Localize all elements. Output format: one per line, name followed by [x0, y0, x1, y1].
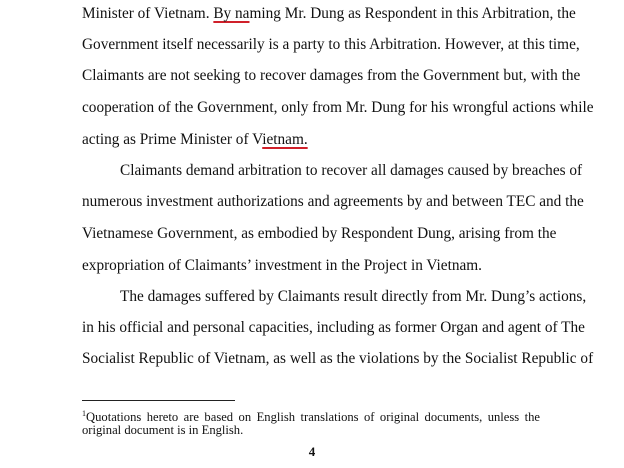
body-line: in his official and personal capacities, including as former Organ and agent of The — [82, 319, 585, 336]
body-line — [82, 130, 540, 150]
spellcheck-underline: By na — [213, 5, 250, 22]
body-line: Claimants are not seeking to recover damages from the Government but, with the — [82, 67, 581, 84]
text: acting as Prime Minister of V — [82, 131, 263, 148]
body-line: numerous investment authorizations and agreements by and between TEC and the — [82, 193, 584, 210]
body-line: cooperation of the Government, only from Mr. Dung for his wrongful actions while — [82, 99, 594, 116]
text: ming Mr. Dung as Respondent in this Arbitration, the — [249, 5, 576, 22]
text: Minister of Vietnam. — [82, 5, 214, 22]
text: Quotations hereto are based on English translations of original documents, unless the — [86, 410, 540, 424]
spellcheck-underline: ietnam. — [262, 131, 308, 148]
body-line: Socialist Republic of Vietnam, as well as the violations by the Socialist Republic of — [82, 350, 594, 367]
page-number: 4 — [308, 444, 316, 459]
footnote-divider — [82, 400, 235, 401]
body-line: Vietnamese Government, as embodied by Respondent Dung, arising from the — [82, 225, 557, 242]
body-line: The damages suffered by Claimants result directly from Mr. Dung’s actions, — [120, 288, 587, 305]
body-line: expropriation of Claimants’ investment in the Project in Vietnam. — [82, 257, 482, 274]
body-line: Government itself necessarily is a party to this Arbitration. However, at this time, — [82, 36, 580, 53]
body-line: Claimants demand arbitration to recover all damages caused by breaches of — [120, 162, 583, 179]
body-line — [82, 4, 576, 24]
footnote-line: original document is in English. — [82, 423, 244, 437]
footnote-marker: 1 — [82, 409, 86, 418]
